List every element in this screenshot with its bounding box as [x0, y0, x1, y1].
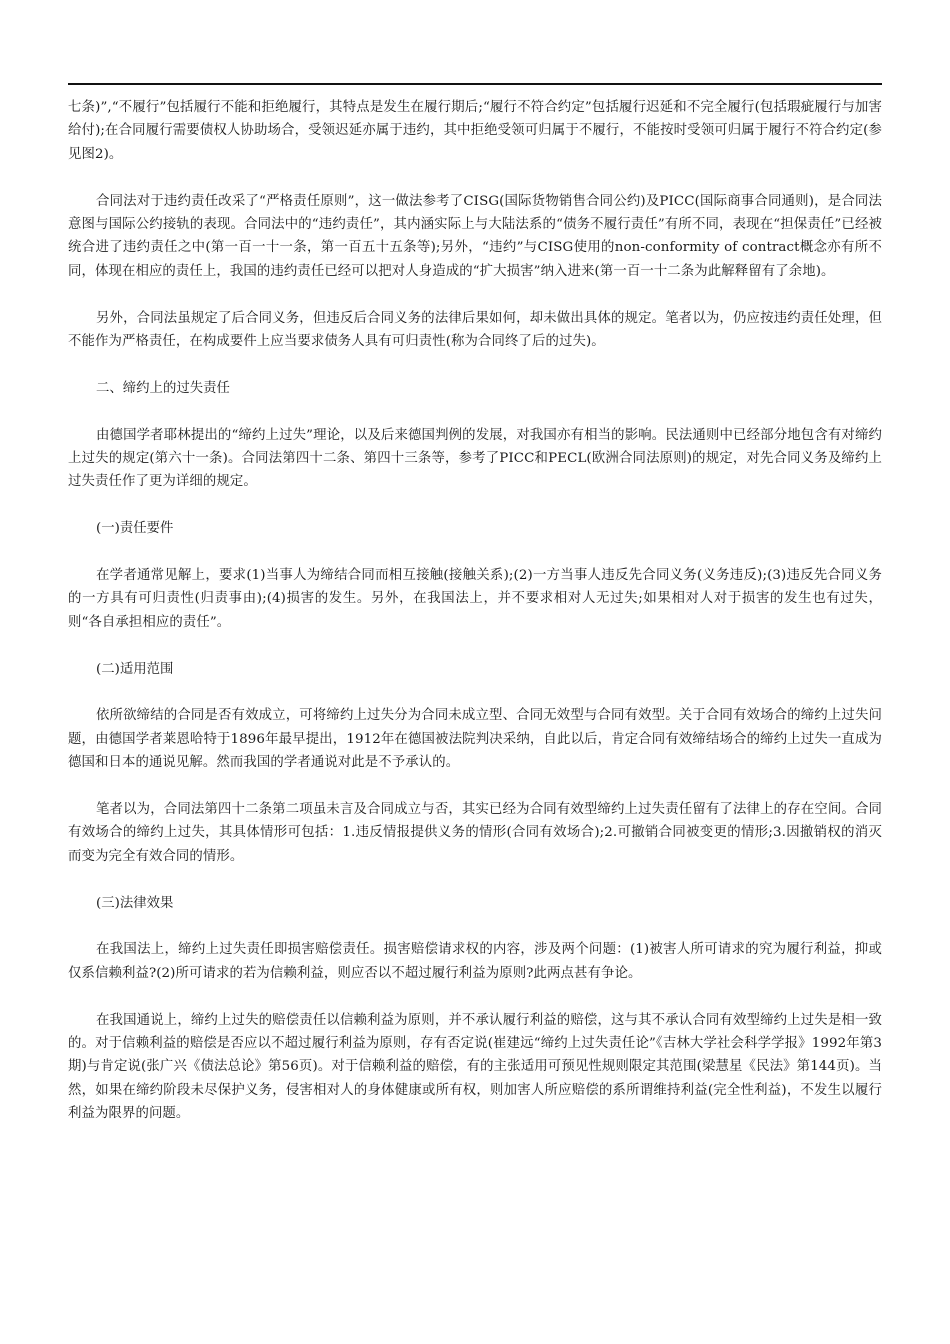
paragraph-jhering-theory: 由德国学者耶林提出的“缔约上过失”理论，以及后来德国判例的发展，对我国亦有相当的影响。民法通则中已经部分地包含有对缔约上过失的规定(第六十一条)。合同法第四十二条、第四十三条等，参考了PICC和PECL(欧洲合同法原则)的规定，对先合同义务及缔约上过失责任作了更为详细的规定。 [68, 427, 882, 490]
paragraph-author-view: 笔者以为，合同法第四十二条第二项虽未言及合同成立与否，其实已经为合同有效型缔约上过失责任留有了法律上的存在空间。合同有效场合的缔约上过失，其具体情形可包括：1.违反情报提供义务的情形(合同有效场合);2.可撤销合同被变更的情形;3.因撤销权的消灭而变为完全有效合同的情形。 [68, 802, 882, 864]
header-rule [68, 83, 882, 85]
paragraph-damages-questions: 在我国法上，缔约上过失责任即损害赔偿责任。损害赔偿请求权的内容，涉及两个问题：(1)被害人所可请求的究为履行利益，抑或仅系信赖利益?(2)所可请求的若为信赖利益，则应否以不超过履行利益为原则?此两点甚有争论。 [68, 942, 882, 981]
paragraph-requirements: 在学者通常见解上，要求(1)当事人为缔结合同而相互接触(接触关系);(2)一方当事人违反先合同义务(义务违反);(3)违反先合同义务的一方具有可归责性(归责事由);(4)损害的发生。另外，在我国法上，并不要求相对人无过失;如果相对人对于损害的发生也有过失，则“各自承担相应的责任”。 [68, 568, 882, 630]
paragraph-strict-liability: 合同法对于违约责任改采了“严格责任原则”，这一做法参考了CISG(国际货物销售合同公约)及PICC(国际商事合同通则)，是合同法意图与国际公约接轨的表现。合同法中的“违约责任”，其内涵实际上与大陆法系的“债务不履行责任”有所不同，表现在“担保责任”已经被统合进了违约责任之中(第一百一十一条，第一百五十五条等);另外，“违约”与CISG使用的non-conformity of contract概念亦有所不同，体现在相应的责任上，我国的违约责任已经可以把对人身造成的“扩大损害”纳入进来(第一百一十二条为此解释留有了余地)。 [68, 193, 882, 279]
subheading-legal-effect: (三)法律效果 [96, 895, 174, 911]
paragraph-post-contract-duty: 另外，合同法虽规定了后合同义务，但违反后合同义务的法律后果如何，却未做出具体的规定。笔者以为，仍应按违约责任处理，但不能作为严格责任，在构成要件上应当要求债务人具有可归责性(称为合同终了后的过失)。 [68, 310, 882, 350]
paragraph-scope-types: 依所欲缔结的合同是否有效成立，可将缔约上过失分为合同未成立型、合同无效型与合同有效型。关于合同有效场合的缔约上过失问题，由德国学者莱恩哈特于1896年最早提出，1912年在德国被法院判决采纳，自此以后，肯定合同有效缔结场合的缔约上过失一直成为德国和日本的通说见解。然而我国的学者通说对此是不予承认的。 [68, 708, 882, 771]
section-heading-culpa-in-contrahendo: 二、缔约上的过失责任 [96, 380, 230, 396]
paragraph-violation-types: 七条)”,“不履行”包括履行不能和拒绝履行，其特点是发生在履行期后;“履行不符合约定”包括履行迟延和不完全履行(包括瑕疵履行与加害给付);在合同履行需要债权人协助场合，受领迟延亦属于违约，其中拒绝受领可归属于不履行，不能按时受领可归属于履行不符合约定(参见图2)。 [68, 100, 882, 162]
document-body [68, 96, 882, 1149]
subheading-requirements: (一)责任要件 [96, 521, 174, 537]
subheading-scope: (二)适用范围 [96, 661, 174, 677]
paragraph-reliance-interest: 在我国通说上，缔约上过失的赔偿责任以信赖利益为原则，并不承认履行利益的赔偿，这与其不承认合同有效型缔约上过失是相一致的。对于信赖利益的赔偿是否应以不超过履行利益为原则，存有否定说(崔建远“缔约上过失责任论”《吉林大学社会科学学报》1992年第3期)与肯定说(张广兴《债法总论》第56页)。对于信赖利益的赔偿，有的主张适用可预见性规则限定其范围(梁慧星《民法》第144页)。当然，如果在缔约阶段未尽保护义务，侵害相对人的身体健康或所有权，则加害人所应赔偿的系所谓维持利益(完全性利益)，不发生以履行利益为限界的问题。 [68, 1012, 882, 1122]
